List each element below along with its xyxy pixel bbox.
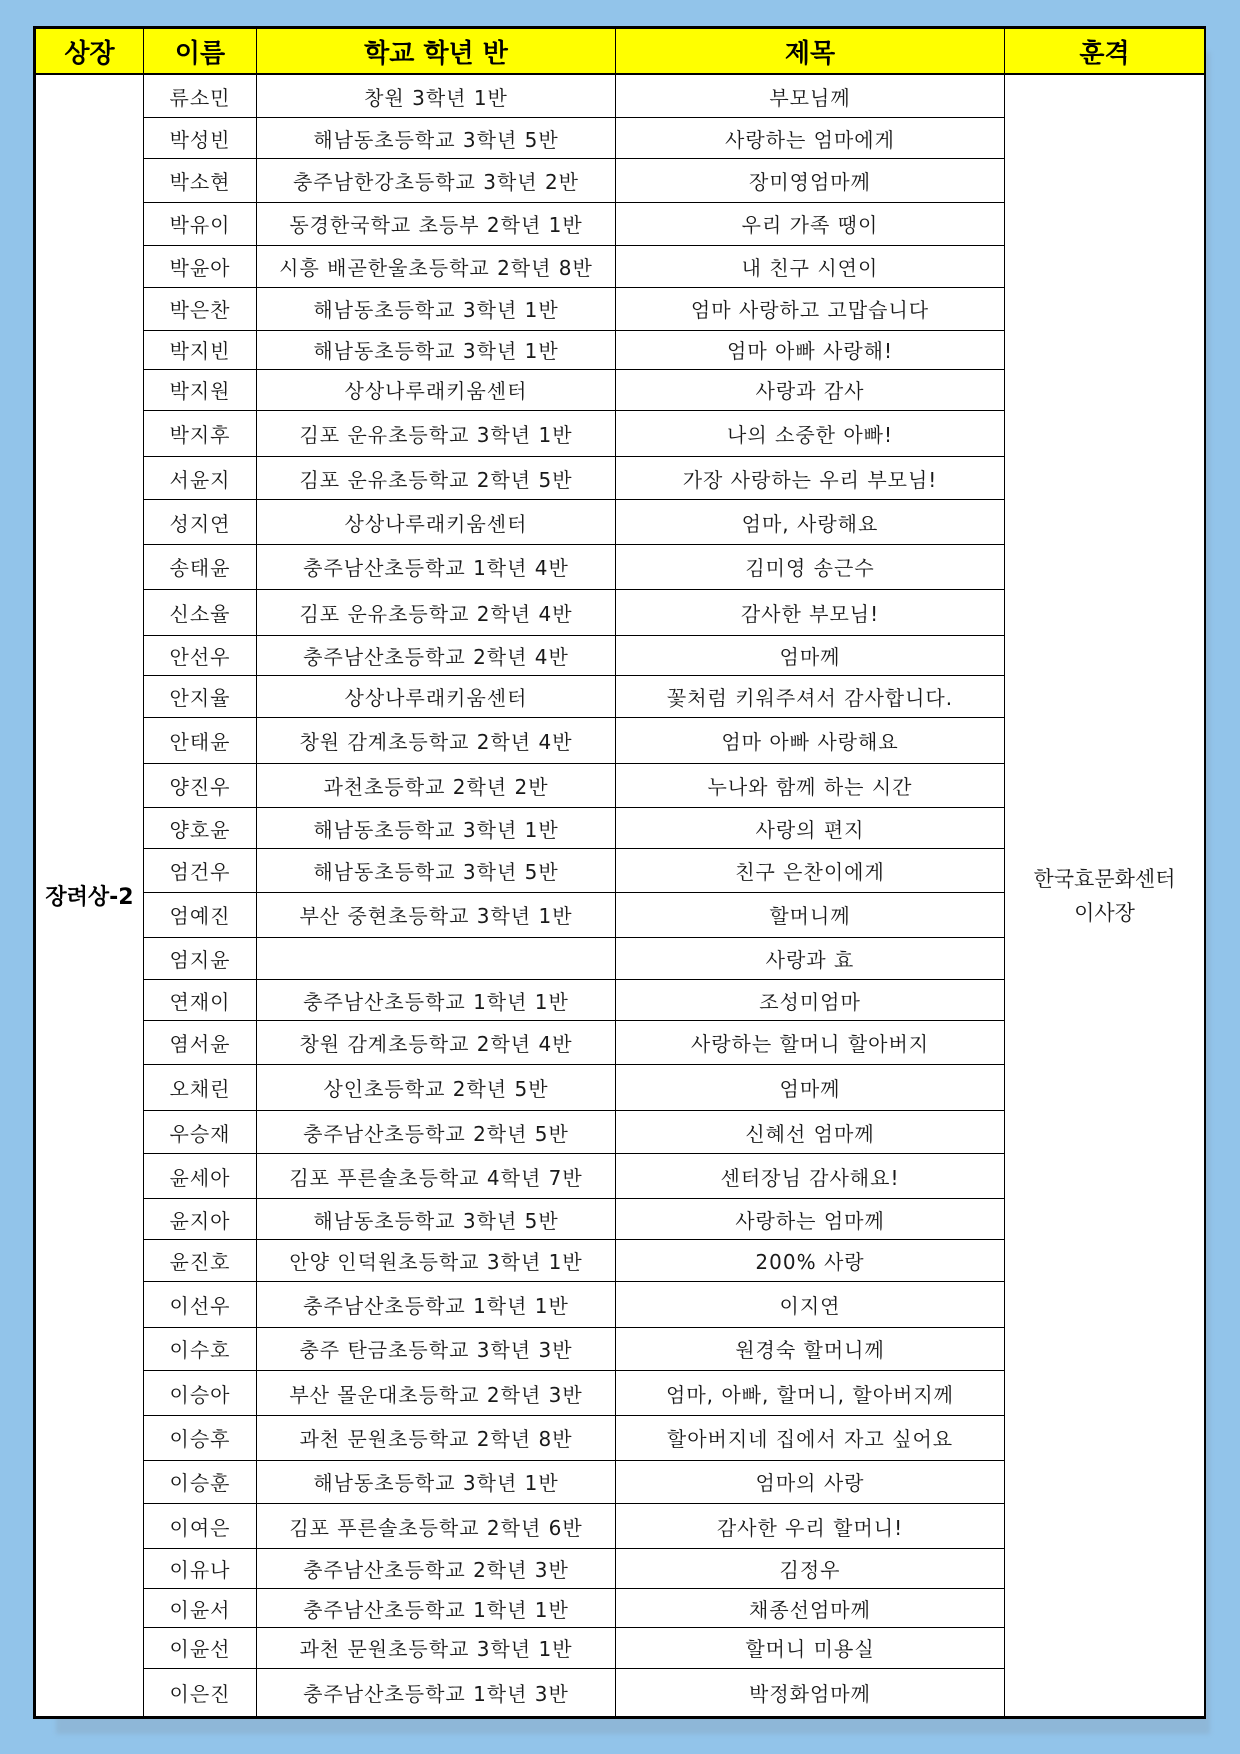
title-cell: 내 친구 시연이 <box>616 245 1005 287</box>
title-cell: 사랑의 편지 <box>616 807 1005 848</box>
title-cell: 장미영엄마께 <box>616 159 1005 203</box>
title-cell: 엄마께 <box>616 635 1005 675</box>
title-cell: 꽃처럼 키워주셔서 감사합니다. <box>616 675 1005 717</box>
name-cell: 양진우 <box>144 764 257 808</box>
name-cell: 박지후 <box>144 410 257 456</box>
title-cell: 엄마, 아빠, 할머니, 할아버지께 <box>616 1371 1005 1416</box>
name-cell: 박윤아 <box>144 245 257 287</box>
name-cell: 성지연 <box>144 500 257 545</box>
table-body <box>36 74 1205 1717</box>
name-cell: 이여은 <box>144 1504 257 1549</box>
title-cell: 사랑과 효 <box>616 937 1005 979</box>
school-cell: 상상나루래키움센터 <box>257 500 616 545</box>
title-cell: 엄마 사랑하고 고맙습니다 <box>616 288 1005 330</box>
name-cell: 엄예진 <box>144 892 257 937</box>
title-cell: 부모님께 <box>616 74 1005 118</box>
title-cell: 사랑하는 엄마께 <box>616 1199 1005 1240</box>
title-cell: 사랑과 감사 <box>616 369 1005 410</box>
title-cell: 센터장님 감사해요! <box>616 1154 1005 1199</box>
title-cell: 친구 은찬이에게 <box>616 849 1005 893</box>
title-cell: 나의 소중한 아빠! <box>616 410 1005 456</box>
title-cell: 박정화엄마께 <box>616 1668 1005 1716</box>
title-cell: 이지연 <box>616 1281 1005 1327</box>
school-cell: 해남동초등학교 3학년 5반 <box>257 849 616 893</box>
title-cell: 원경숙 할머니께 <box>616 1327 1005 1371</box>
title-cell: 사랑하는 엄마에게 <box>616 118 1005 159</box>
title-cell: 할머니께 <box>616 892 1005 937</box>
header-title: 제목 <box>616 29 1005 75</box>
school-cell: 상상나루래키움센터 <box>257 369 616 410</box>
school-cell: 충주남산초등학교 2학년 4반 <box>257 635 616 675</box>
name-cell: 신소율 <box>144 589 257 635</box>
school-cell <box>257 937 616 979</box>
name-cell: 이유나 <box>144 1548 257 1588</box>
header-name: 이름 <box>144 29 257 75</box>
title-cell: 사랑하는 할머니 할아버지 <box>616 1021 1005 1065</box>
honor-cell <box>1005 74 1205 1717</box>
school-cell: 충주남한강초등학교 3학년 2반 <box>257 159 616 203</box>
title-cell: 채종선엄마께 <box>616 1589 1005 1628</box>
title-cell: 누나와 함께 하는 시간 <box>616 764 1005 808</box>
school-cell: 충주남산초등학교 2학년 3반 <box>257 1548 616 1588</box>
title-cell: 할아버지네 집에서 자고 싶어요 <box>616 1415 1005 1460</box>
school-cell: 해남동초등학교 3학년 1반 <box>257 288 616 330</box>
title-cell: 200% 사랑 <box>616 1240 1005 1281</box>
name-cell: 연재이 <box>144 979 257 1020</box>
title-cell: 우리 가족 땡이 <box>616 203 1005 245</box>
title-cell: 할머니 미용실 <box>616 1628 1005 1668</box>
school-cell: 부산 중현초등학교 3학년 1반 <box>257 892 616 937</box>
document-sheet <box>33 26 1206 1719</box>
name-cell: 이은진 <box>144 1668 257 1716</box>
school-cell: 해남동초등학교 3학년 1반 <box>257 330 616 369</box>
header-school: 학교 학년 반 <box>257 29 616 75</box>
name-cell: 이수호 <box>144 1327 257 1371</box>
school-cell: 해남동초등학교 3학년 1반 <box>257 807 616 848</box>
school-cell: 충주남산초등학교 2학년 5반 <box>257 1110 616 1154</box>
name-cell: 이윤선 <box>144 1628 257 1668</box>
title-cell: 엄마 아빠 사랑해! <box>616 330 1005 369</box>
name-cell: 우승재 <box>144 1110 257 1154</box>
name-cell: 엄지윤 <box>144 937 257 979</box>
school-cell: 상인초등학교 2학년 5반 <box>257 1064 616 1110</box>
name-cell: 박지원 <box>144 369 257 410</box>
title-cell: 감사한 부모님! <box>616 589 1005 635</box>
name-cell: 오채린 <box>144 1064 257 1110</box>
name-cell: 박은찬 <box>144 288 257 330</box>
name-cell: 이선우 <box>144 1281 257 1327</box>
header-award: 상장 <box>36 29 144 75</box>
school-cell: 충주 탄금초등학교 3학년 3반 <box>257 1327 616 1371</box>
name-cell: 박소현 <box>144 159 257 203</box>
school-cell: 김포 운유초등학교 3학년 1반 <box>257 410 616 456</box>
name-cell: 이윤서 <box>144 1589 257 1628</box>
school-cell: 과천초등학교 2학년 2반 <box>257 764 616 808</box>
school-cell: 부산 몰운대초등학교 2학년 3반 <box>257 1371 616 1416</box>
header-honor: 훈격 <box>1005 29 1205 75</box>
school-cell: 시흥 배곧한울초등학교 2학년 8반 <box>257 245 616 287</box>
table-row <box>36 74 1205 118</box>
title-cell: 엄마께 <box>616 1064 1005 1110</box>
title-cell: 엄마의 사랑 <box>616 1460 1005 1504</box>
name-cell: 엄건우 <box>144 849 257 893</box>
school-cell: 김포 푸른솔초등학교 2학년 6반 <box>257 1504 616 1549</box>
name-cell: 이승후 <box>144 1415 257 1460</box>
school-cell: 창원 감계초등학교 2학년 4반 <box>257 718 616 764</box>
name-cell: 염서윤 <box>144 1021 257 1065</box>
name-cell: 안태윤 <box>144 718 257 764</box>
name-cell: 윤진호 <box>144 1240 257 1281</box>
school-cell: 안양 인덕원초등학교 3학년 1반 <box>257 1240 616 1281</box>
award-table <box>35 28 1205 1717</box>
school-cell: 창원 3학년 1반 <box>257 74 616 118</box>
school-cell: 상상나루래키움센터 <box>257 675 616 717</box>
title-cell: 가장 사랑하는 우리 부모님! <box>616 456 1005 500</box>
name-cell: 박성빈 <box>144 118 257 159</box>
name-cell: 류소민 <box>144 74 257 118</box>
school-cell: 과천 문원초등학교 3학년 1반 <box>257 1628 616 1668</box>
name-cell: 윤지아 <box>144 1199 257 1240</box>
school-cell: 창원 감계초등학교 2학년 4반 <box>257 1021 616 1065</box>
title-cell: 신혜선 엄마께 <box>616 1110 1005 1154</box>
school-cell: 해남동초등학교 3학년 5반 <box>257 1199 616 1240</box>
name-cell: 윤세아 <box>144 1154 257 1199</box>
name-cell: 안선우 <box>144 635 257 675</box>
school-cell: 해남동초등학교 3학년 5반 <box>257 118 616 159</box>
honor-line-2: 이사장 <box>1074 900 1135 925</box>
title-cell: 엄마, 사랑해요 <box>616 500 1005 545</box>
school-cell: 과천 문원초등학교 2학년 8반 <box>257 1415 616 1460</box>
title-cell: 조성미엄마 <box>616 979 1005 1020</box>
school-cell: 김포 운유초등학교 2학년 5반 <box>257 456 616 500</box>
header-row <box>36 29 1205 75</box>
title-cell: 감사한 우리 할머니! <box>616 1504 1005 1549</box>
award-cell: 장려상-2 <box>36 74 144 1717</box>
school-cell: 충주남산초등학교 1학년 1반 <box>257 1589 616 1628</box>
school-cell: 동경한국학교 초등부 2학년 1반 <box>257 203 616 245</box>
title-cell: 김정우 <box>616 1548 1005 1588</box>
school-cell: 충주남산초등학교 1학년 4반 <box>257 545 616 590</box>
school-cell: 충주남산초등학교 1학년 1반 <box>257 979 616 1020</box>
name-cell: 양호윤 <box>144 807 257 848</box>
name-cell: 안지율 <box>144 675 257 717</box>
school-cell: 김포 운유초등학교 2학년 4반 <box>257 589 616 635</box>
name-cell: 이승훈 <box>144 1460 257 1504</box>
name-cell: 박지빈 <box>144 330 257 369</box>
name-cell: 이승아 <box>144 1371 257 1416</box>
school-cell: 해남동초등학교 3학년 1반 <box>257 1460 616 1504</box>
school-cell: 김포 푸른솔초등학교 4학년 7반 <box>257 1154 616 1199</box>
name-cell: 송태윤 <box>144 545 257 590</box>
table-header <box>36 29 1205 75</box>
school-cell: 충주남산초등학교 1학년 1반 <box>257 1281 616 1327</box>
honor-line-1: 한국효문화센터 <box>1033 866 1176 891</box>
title-cell: 김미영 송근수 <box>616 545 1005 590</box>
name-cell: 서윤지 <box>144 456 257 500</box>
name-cell: 박유이 <box>144 203 257 245</box>
title-cell: 엄마 아빠 사랑해요 <box>616 718 1005 764</box>
school-cell: 충주남산초등학교 1학년 3반 <box>257 1668 616 1716</box>
